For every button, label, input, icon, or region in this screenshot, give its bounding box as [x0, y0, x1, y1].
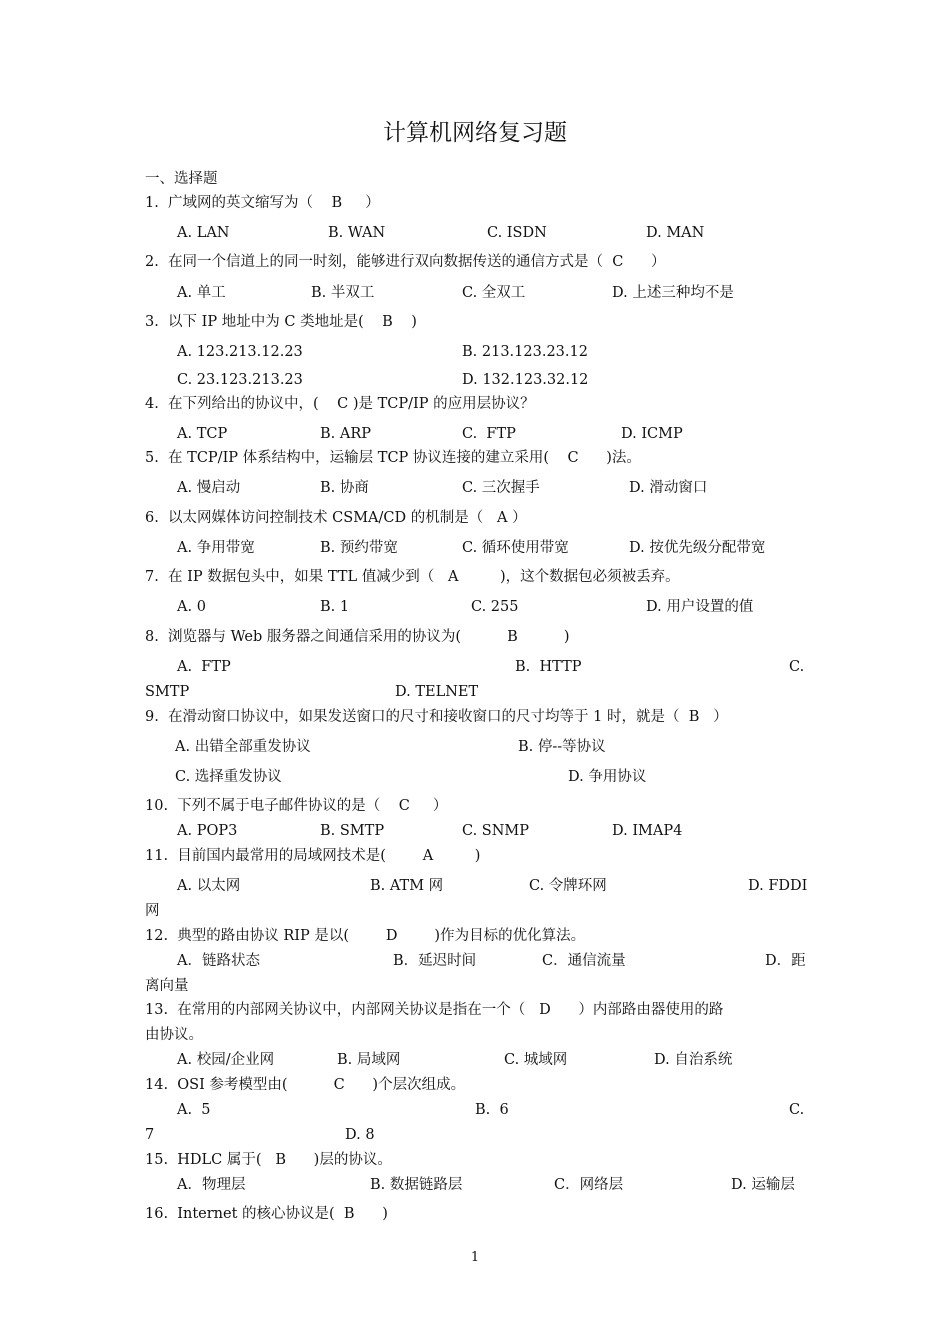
option: D. 132.123.32.12	[462, 372, 589, 388]
option: B. HTTP	[515, 659, 582, 675]
option: B. WAN	[328, 225, 386, 241]
question-12: 12. 典型的路由协议 RIP 是以( D )作为目标的优化算法。	[145, 928, 586, 944]
option: A. 5	[177, 1102, 211, 1118]
option: D. IMAP4	[612, 823, 683, 839]
option-continued: 7	[145, 1127, 155, 1143]
option: A．链路状态	[177, 953, 260, 969]
option: B. ATM 网	[370, 878, 444, 894]
question-14: 14. OSI 参考模型由( C )个层次组成。	[145, 1077, 466, 1093]
option: A. 以太网	[177, 878, 241, 894]
option: C. 令牌环网	[529, 878, 607, 894]
section-heading: 一、选择题	[145, 171, 218, 187]
option: C. 循环使用带宽	[462, 540, 569, 556]
question-10: 10. 下列不属于电子邮件协议的是（ C ）	[145, 798, 448, 814]
option: A. POP3	[177, 823, 238, 839]
option: A. 123.213.12.23	[177, 344, 303, 360]
option: A. TCP	[177, 426, 228, 442]
option: C. 全双工	[462, 285, 526, 301]
option: D．距	[765, 953, 806, 969]
option: D. 上述三种均不是	[612, 285, 734, 301]
option: A. 0	[177, 599, 206, 615]
page-number: 1	[470, 1250, 480, 1265]
option: B. SMTP	[320, 823, 385, 839]
option: B. 停--等协议	[518, 739, 606, 755]
option: C. 三次握手	[462, 480, 540, 496]
option: A. LAN	[177, 225, 230, 241]
option: A. 单工	[177, 285, 226, 301]
option: B. 局域网	[337, 1052, 401, 1068]
option: A. 慢启动	[177, 480, 241, 496]
option: B. 213.123.23.12	[462, 344, 588, 360]
option: D. ICMP	[621, 426, 683, 442]
option: B. 数据链路层	[370, 1177, 463, 1193]
option: C. 23.123.213.23	[177, 372, 303, 388]
option: B. 预约带宽	[320, 540, 398, 556]
question-4: 4. 在下列给出的协议中，( C )是 TCP/IP 的应用层协议？	[145, 396, 535, 412]
option: C．通信流量	[542, 953, 626, 969]
option: B. 协商	[320, 480, 369, 496]
option: C. FTP	[462, 426, 516, 442]
option: D. FDDI	[748, 878, 808, 894]
option: C. 255	[471, 599, 519, 615]
question-11: 11. 目前国内最常用的局域网技术是( A )	[145, 848, 481, 864]
option: D. 用户设置的值	[646, 599, 754, 615]
question-15: 15. HDLC 属于( B )层的协议。	[145, 1152, 392, 1168]
option: C. 选择重发协议	[175, 769, 282, 785]
option: B. 半双工	[311, 285, 375, 301]
option: D. 运输层	[731, 1177, 795, 1193]
question-3: 3. 以下 IP 地址中为 C 类地址是( B )	[145, 314, 417, 330]
question-13-continued: 由协议。	[145, 1027, 203, 1043]
option-continued: 网	[145, 903, 160, 919]
option: B. ARP	[320, 426, 372, 442]
option-continued: SMTP	[145, 684, 190, 700]
option: A. 出错全部重发协议	[175, 739, 311, 755]
option: A. 争用带宽	[177, 540, 255, 556]
option: C. ISDN	[487, 225, 547, 241]
question-13: 13. 在常用的内部网关协议中，内部网关协议是指在一个（ D ）内部路由器使用的路	[145, 1002, 724, 1018]
option: D. 争用协议	[568, 769, 647, 785]
option: A. 校园/企业网	[177, 1052, 275, 1068]
option: D. 自治系统	[654, 1052, 733, 1068]
question-9: 9. 在滑动窗口协议中，如果发送窗口的尺寸和接收窗口的尺寸均等于 1 时，就是（ B ）	[145, 709, 728, 725]
option: C. SNMP	[462, 823, 530, 839]
option: C.	[789, 659, 805, 675]
question-6: 6. 以太网媒体访问控制技术 CSMA/CD 的机制是（ A ）	[145, 510, 527, 526]
question-5: 5. 在 TCP/IP 体系结构中，运输层 TCP 协议连接的建立采用( C )法。	[145, 450, 641, 466]
document-title: 计算机网络复习题	[383, 120, 567, 146]
question-16: 16. Internet 的核心协议是( B )	[145, 1206, 388, 1222]
option: C．网络层	[554, 1177, 624, 1193]
option: D. 滑动窗口	[629, 480, 708, 496]
option: D. MAN	[646, 225, 705, 241]
option: B. 6	[475, 1102, 509, 1118]
option: C.	[789, 1102, 805, 1118]
option: C. 城域网	[504, 1052, 568, 1068]
question-1: 1. 广域网的英文缩写为（ B ）	[145, 195, 380, 211]
option: A．物理层	[177, 1177, 246, 1193]
option: B. 1	[320, 599, 350, 615]
question-2: 2. 在同一个信道上的同一时刻，能够进行双向数据传送的通信方式是（ C ）	[145, 254, 666, 270]
option: D. TELNET	[395, 684, 479, 700]
question-7: 7. 在 IP 数据包头中，如果 TTL 值减少到（ A )，这个数据包必须被丢弃。	[145, 569, 680, 585]
option: D. 8	[345, 1127, 375, 1143]
option: D. 按优先级分配带宽	[629, 540, 766, 556]
option: B．延迟时间	[393, 953, 477, 969]
option-continued: 离向量	[145, 978, 189, 994]
question-8: 8. 浏览器与 Web 服务器之间通信采用的协议为( B )	[145, 629, 570, 645]
option: A. FTP	[177, 659, 231, 675]
